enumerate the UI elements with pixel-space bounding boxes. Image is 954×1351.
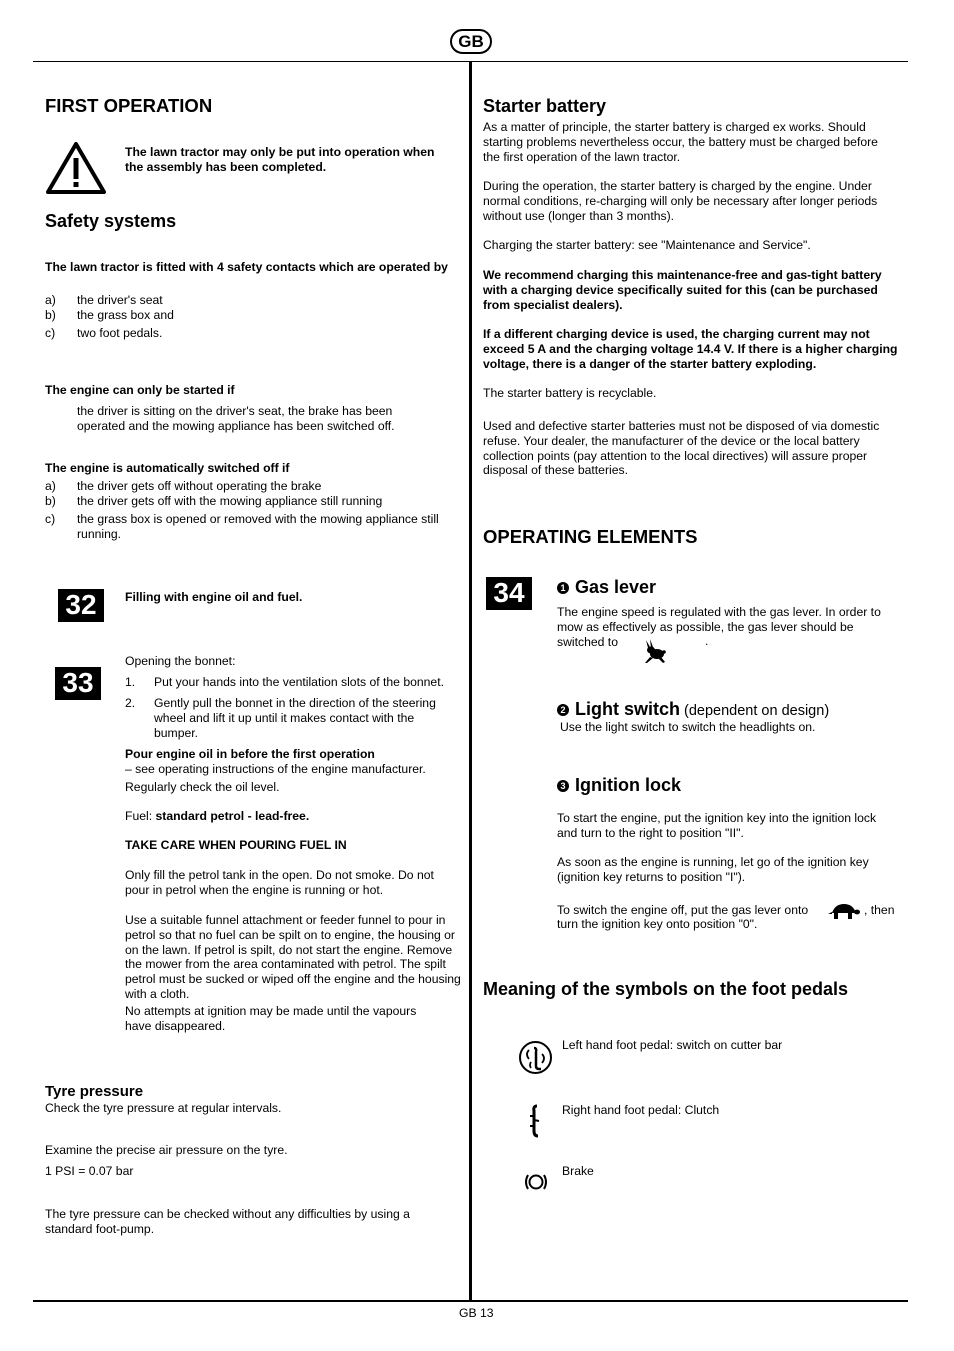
left-pedal-description: Left hand foot pedal: switch on cutter bar — [562, 1038, 783, 1052]
ignition-paragraph-3b: , then — [864, 903, 895, 917]
light-switch-text: Use the light switch to switch the headlights on. — [560, 720, 816, 734]
light-switch-subtitle: (dependent on design) — [680, 703, 830, 719]
tortoise-slow-icon — [828, 902, 860, 920]
ignition-paragraph-1: To start the engine, put the ignition key into the ignition lock and turn to the right to position "II". — [557, 811, 877, 840]
tyre-paragraph-2: Examine the precise air pressure on the tyre. — [45, 1143, 288, 1157]
warning-text: The lawn tractor may only be put into operation when the assembly has been completed. — [125, 145, 435, 174]
fuel-paragraph-1: Only fill the petrol tank in the open. Do not smoke. Do not pour in petrol when the engine is running or hot. — [125, 868, 434, 897]
list-item — [125, 675, 465, 690]
tyre-paragraph-4: The tyre pressure can be checked without any difficulties by using a standard foot-pump. — [45, 1207, 410, 1236]
bonnet-intro: Opening the bonnet: — [125, 654, 236, 668]
list-marker: a) — [45, 479, 56, 493]
auto-off-title: The engine is automatically switched off if — [45, 461, 290, 475]
number-badge: 3 — [557, 780, 569, 792]
list-text: the driver gets off with the mowing appliance still running — [77, 494, 383, 508]
warning-triangle-icon — [45, 141, 107, 195]
ignition-paragraph-3c: turn the ignition key onto position "0". — [557, 917, 758, 931]
oil-title: Pour engine oil in before the first operation — [125, 747, 375, 761]
number-badge: 1 — [557, 582, 569, 594]
list-marker: 2. — [125, 696, 136, 710]
tyre-paragraph-3: 1 PSI = 0.07 bar — [45, 1164, 134, 1178]
ignition-lock-title: Ignition lock — [575, 775, 681, 795]
tyre-pressure-heading: Tyre pressure — [45, 1083, 144, 1100]
cutter-bar-pedal-icon — [518, 1040, 553, 1075]
fuel-label: Fuel: — [125, 809, 156, 823]
list-item — [125, 696, 465, 741]
light-switch-heading — [557, 698, 829, 722]
figure-number-33: 33 — [55, 667, 101, 700]
figure-number-32: 32 — [58, 589, 104, 622]
fuel-caution: TAKE CARE WHEN POURING FUEL IN — [125, 838, 347, 852]
hare-fast-icon — [641, 638, 667, 664]
start-conditions-title: The engine can only be started if — [45, 383, 235, 397]
list-text: two foot pedals. — [77, 326, 163, 340]
list-text: the driver's seat — [77, 293, 163, 307]
list-marker: a) — [45, 293, 56, 307]
ignition-paragraph-3a: To switch the engine off, put the gas lever onto — [557, 903, 809, 917]
bottom-rule — [33, 1300, 908, 1302]
fuel-line — [125, 809, 309, 824]
light-switch-title: Light switch — [575, 699, 680, 719]
gas-lever-text: The engine speed is regulated with the gas lever. In order to mow as effectively as possible, the gas lever should be switched to — [557, 605, 881, 649]
battery-paragraph-6: The starter battery is recyclable. — [483, 386, 657, 400]
battery-paragraph-1: As a matter of principle, the starter battery is charged ex works. Should starting problems nevertheless occur, the battery must be charged before the first operation of the lawn tractor. — [483, 120, 878, 164]
list-marker: 1. — [125, 675, 136, 689]
ignition-lock-heading — [557, 774, 681, 796]
oil-text: – see operating instructions of the engine manufacturer. — [125, 762, 426, 776]
figure-number-34: 34 — [486, 577, 532, 610]
gas-lever-text-end: . — [705, 634, 709, 648]
language-badge: GB — [450, 29, 492, 54]
gas-lever-title: Gas lever — [575, 577, 657, 597]
oil-check: Regularly check the oil level. — [125, 780, 280, 794]
first-operation-heading: FIRST OPERATION — [45, 95, 213, 116]
list-marker: c) — [45, 512, 56, 526]
battery-paragraph-2: During the operation, the starter battery is charged by the engine. Under normal conditions, re-charging will only be necessary after longer periods without use (longer than 3 months). — [483, 179, 878, 223]
list-text: Gently pull the bonnet in the direction of the steering wheel and lift it up until it makes contact with the bumper. — [154, 696, 436, 740]
safety-intro: The lawn tractor is fitted with 4 safety contacts which are operated by — [45, 260, 448, 274]
list-item — [45, 479, 455, 494]
brake-description: Brake — [562, 1164, 594, 1178]
brake-icon — [524, 1172, 548, 1192]
battery-paragraph-3: Charging the starter battery: see "Maintenance and Service". — [483, 238, 811, 252]
foot-pedal-symbols-heading: Meaning of the symbols on the foot pedals — [483, 979, 849, 999]
gas-lever-heading — [557, 576, 656, 598]
tyre-paragraph-1: Check the tyre pressure at regular intervals. — [45, 1101, 282, 1115]
list-item — [45, 512, 455, 542]
page-number: GB 13 — [459, 1306, 494, 1320]
list-marker: b) — [45, 308, 56, 322]
safety-systems-heading: Safety systems — [45, 211, 177, 231]
list-text: the driver gets off without operating the brake — [77, 479, 322, 493]
list-text: Put your hands into the ventilation slots of the bonnet. — [154, 675, 444, 689]
ignition-paragraph-2: As soon as the engine is running, let go of the ignition key (ignition key returns to position "I"). — [557, 855, 869, 884]
figure-32-caption: Filling with engine oil and fuel. — [125, 590, 303, 604]
fuel-value: standard petrol - lead-free. — [155, 809, 310, 823]
list-marker: c) — [45, 326, 56, 340]
battery-paragraph-7: Used and defective starter batteries must not be disposed of via domestic refuse. Your dealer, the manufacturer of the device or the local battery collection points (pay attention to the local directives) will assure proper disposal of these batteries. — [483, 419, 880, 478]
list-item — [45, 494, 455, 509]
fuel-paragraph-2: Use a suitable funnel attachment or feeder funnel to pour in petrol so that no fuel can be spilt on to engine, the housing or on the lawn. If petrol is spilt, do not start the engine. Remove the mower from the area contaminated with petrol. The spilt petrol must be sucked or wiped off the engine and the housing with a cloth. — [125, 913, 461, 1001]
battery-paragraph-5: If a different charging device is used, the charging current may not exceed 5 A and the charging voltage 14.4 V. If there is a higher charging voltage, there is a danger of the starter battery exploding. — [483, 327, 898, 371]
operating-elements-heading: OPERATING ELEMENTS — [483, 526, 698, 547]
column-divider — [469, 61, 472, 1301]
clutch-pedal-icon — [526, 1104, 544, 1138]
battery-paragraph-4: We recommend charging this maintenance-free and gas-tight battery with a charging device specifically suited for this (can be purchased from specialist dealers). — [483, 268, 882, 312]
start-conditions-text: the driver is sitting on the driver's seat, the brake has been operated and the mowing appliance has been switched off. — [77, 404, 395, 433]
list-text: the grass box and — [77, 308, 174, 322]
list-marker: b) — [45, 494, 56, 508]
right-pedal-description: Right hand foot pedal: Clutch — [562, 1103, 720, 1117]
starter-battery-heading: Starter battery — [483, 96, 607, 116]
list-text: the grass box is opened or removed with the mowing appliance still running. — [77, 512, 439, 541]
fuel-paragraph-3: No attempts at ignition may be made until the vapours have disappeared. — [125, 1004, 417, 1033]
number-badge: 2 — [557, 704, 569, 716]
